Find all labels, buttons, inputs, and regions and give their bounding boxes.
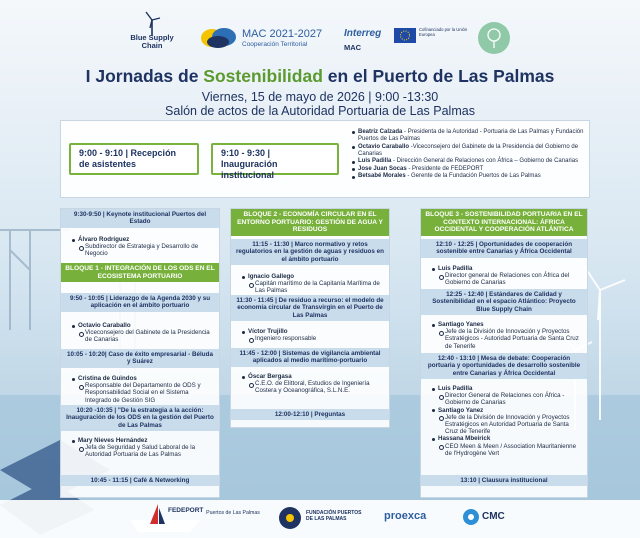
eu-flag-icon <box>394 28 416 43</box>
session-slot: 11:30 - 11:45 | De residuo a recurso: el modelo de economía circular de Transvirgin en el Puerto de Las Palmas <box>231 295 389 321</box>
speaker-ignacio: Ignacio Gallego Capitán marítimo de la Capitanía Marítima de Las Palmas <box>231 271 389 297</box>
speaker-luis: Luis Padilla Director general de Relaciones con África del Gobierno de Canarias <box>421 263 587 289</box>
session-slot: 11:15 - 11:30 | Marco normativo y retos regulatorios en la gestión de aguas y residuos en el ámbito portuario <box>231 239 389 265</box>
partner-circle-logo <box>478 22 510 54</box>
session-slot: 10:20 -10:35 | "De la estrategia a la acción: Inauguración de los ODS en la gestión del Puerto de Las Palmas <box>61 405 219 431</box>
block-1-header: BLOQUE 1 - INTEGRACIÓN DE LOS ODS EN EL ECOSISTEMA PORTUARIO <box>61 263 219 282</box>
speaker-santiago: Santiago Yanes Jefe de la División de Innovación y Proyectos Estratégicos - Autoridad Portuaria de Santa Cruz de Tenerife <box>421 319 587 352</box>
speaker-octavio: Octavio Caraballo Viceconsejero del Gabinete de la Presidencia de Canarias <box>61 320 219 346</box>
title-highlight: Sostenibilidad <box>203 66 323 86</box>
debate-slot: 12:40 - 13:10 | Mesa de debate: Cooperación portuaria y oportunidades de desarrollo sostenible entre Canarias y África Occidental <box>421 353 587 379</box>
session-slot: 9:50 - 10:05 | Liderazgo de la Agenda 2030 y su aplicación en el ámbito portuario <box>61 293 219 312</box>
reception-slot: 9:00 - 9:10 | Recepción de asistentes <box>69 143 199 175</box>
debate-panel: Luis Padilla Director General de Relaciones con África - Gobierno de Canarias Santiago Yanez Jefe de la División de Innovación y Proyectos Estratégicos en Autoridad Portuaria de Santa Cruz de Tenerife Hassana Mbeirick CEO Meen & Meen / Association Mauritanienne de l'Hydrogène Vert <box>421 383 587 459</box>
cmc-star-icon <box>462 508 480 526</box>
column-2 <box>230 208 390 428</box>
blue-supply-chain-text: Blue Supply Chain <box>130 33 174 50</box>
speaker-item: Octavio Caraballo -Viceconsejero del Gabinete de la Presidencia del Gobierno de Canarias <box>351 144 589 158</box>
column-3 <box>420 208 588 498</box>
interreg-text: Interreg <box>344 28 382 39</box>
fundacion-circle-icon <box>278 506 302 530</box>
speaker-mary: Mary Nieves Hernández Jefa de Seguridad y Salud Laboral de la Autoridad Portuaria de Las Palmas <box>61 435 219 461</box>
session-slot: 12:10 - 12:25 | Oportunidades de cooperación sostenible entre Canarias y África Occidental <box>421 239 587 258</box>
eu-cofunding-text: Cofinanciado por la Unión Europea <box>419 27 468 37</box>
session-slot: 10:05 - 10:20| Caso de éxito empresarial - Béluda y Suárez <box>61 349 219 368</box>
questions-slot: 12:00-12:10 | Preguntas <box>231 409 389 420</box>
eu-cofunding-logo <box>394 26 468 46</box>
keynote-slot: 9:30-9:50 | Keynote institucional Puertos del Estado <box>61 209 219 228</box>
mac-globe-icon <box>198 24 240 50</box>
puertos-lp-logo: Puertos de Las Palmas <box>206 510 260 516</box>
speaker-item: Jose Juan Socas - Presidente de FEDEPORT <box>351 166 589 173</box>
mac-logo <box>198 24 348 52</box>
speaker-oscar: Óscar Bergasa C.E.O. de Elittoral, Estudios de Ingeniería Costera y Oceanográfica, S.L.N.E. <box>231 371 389 397</box>
date-line: Viernes, 15 de mayo de 2026 | 9:00 -13:30 <box>201 90 439 104</box>
mac-title: MAC 2021-2027 <box>242 28 323 40</box>
closing-slot: 13:10 | Clausura institucional <box>421 475 587 486</box>
sail-icon <box>150 504 166 528</box>
speaker-victor: Víctor Trujillo Ingeniero responsable <box>231 326 389 344</box>
interreg-mac-text: MAC <box>344 43 362 52</box>
footer-logos <box>0 500 640 538</box>
block-2-header: BLOQUE 2 - ECONOMÍA CIRCULAR EN EL ENTORNO PORTUARIO: GESTIÓN DE AGUA Y RESIDUOS <box>231 209 389 236</box>
coffee-break-slot: 10:45 - 11:15 | Café & Networking <box>61 475 219 486</box>
session-slot: 12:25 - 12:40 | Estándares de Calidad y Sostenibilidad en el espacio Atlántico: Proyecto Blue Supply Chain <box>421 289 587 315</box>
cmc-logo: CMC <box>462 508 522 528</box>
fundacion-logo: FUNDACIÓN PUERTOS DE LAS PALMAS <box>278 504 366 532</box>
venue-line: Salón de actos de la Autoridad Portuaria de Las Palmas <box>165 104 475 118</box>
fedeport-logo: FEDEPORT <box>150 504 200 530</box>
speaker-alvaro: Álvaro Rodríguez Subdirector de Estrategia y Desarrollo de Negocio <box>61 234 219 260</box>
blue-supply-chain-logo <box>128 10 176 58</box>
block-3-header: BLOQUE 3 - SOSTENIBILIDAD PORTUARIA EN EL CONTEXTO INTERNACIONAL: ÁFRICA OCCIDENTAL Y COOPERACIÓN ATLÁNTICA <box>421 209 587 236</box>
speaker-item: Luis Padilla - Dirección General de Relaciones con África – Gobierno de Canarias <box>351 158 589 165</box>
session-slot: 11:45 - 12:00 | Sistemas de vigilancia ambiental aplicados al medio marítimo-portuario <box>231 348 389 367</box>
inauguration-slot: 9:10 - 9:30 | Inauguración institucional <box>211 143 339 175</box>
proexca-logo: proexca <box>384 510 427 522</box>
inauguration-speakers <box>351 129 589 181</box>
page-title: I Jornadas de Sostenibilidad en el Puerto de Las Palmas <box>85 66 555 86</box>
speaker-item: Betsabé Morales - Gerente de la Fundación Puertos de Las Palmas <box>351 173 589 180</box>
speaker-cristina: Cristina de Guindos Responsable del Departamento de ODS y Responsabilidad Social en el Sistema Integrado de Gestión SIG <box>61 373 219 406</box>
opening-panel <box>60 120 590 198</box>
tree-icon <box>478 22 510 54</box>
column-1 <box>60 208 220 498</box>
mac-subtitle: Cooperación Territorial <box>242 41 308 48</box>
speaker-item: Beatriz Calzada - Presidenta de la Autoridad - Portuaria de Las Palmas y Fundación Puertos de Las Palmas <box>351 129 589 143</box>
